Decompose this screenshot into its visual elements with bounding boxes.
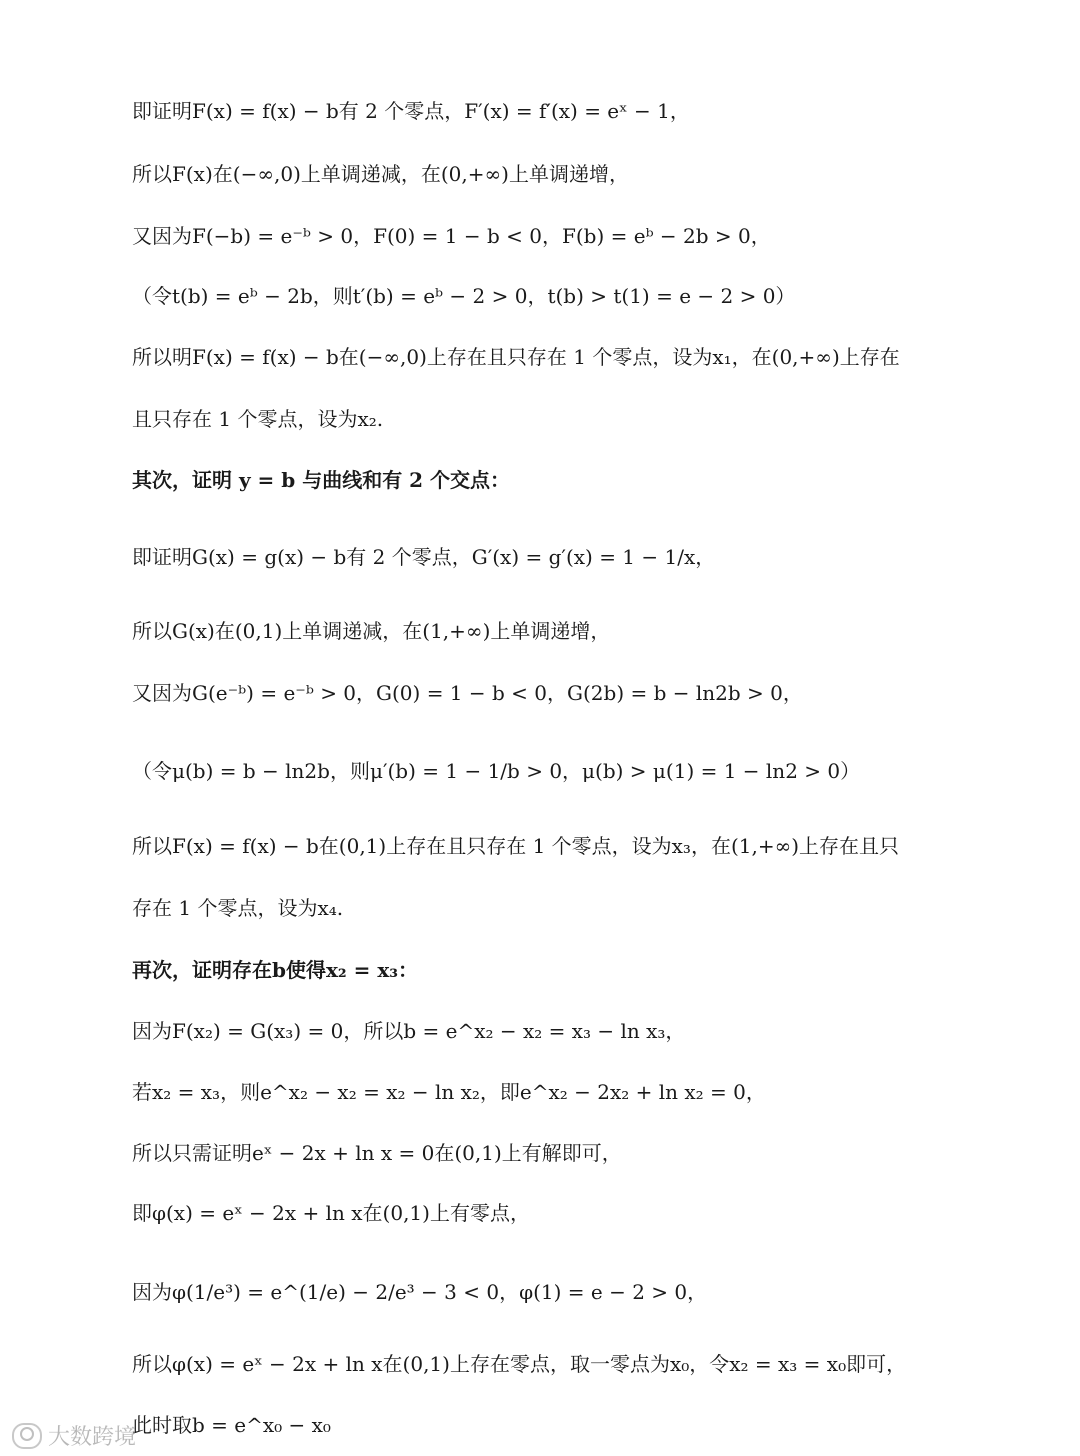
text-line-20: 所以φ(x) = eˣ − 2x + ln x在(0,1)上存在零点，取一零点为x₀，令x₂ = x₃ = x₀即可， — [132, 1352, 907, 1376]
text-line-7: 其次，证明 y = b 与曲线和有 2 个交点： — [132, 468, 511, 492]
text-line-8: 即证明G(x) = g(x) − b有 2 个零点，G′(x) = g′(x) = 1 − 1/x， — [132, 545, 716, 569]
text-line-12: 所以F(x) = f(x) − b在(0,1)上存在且只存在 1 个零点，设为x₃，在(1,+∞)上存在且只 — [132, 834, 900, 858]
text-line-9: 所以G(x)在(0,1)上单调递减，在(1,+∞)上单调递增， — [132, 619, 611, 643]
text-line-13: 存在 1 个零点，设为x₄. — [132, 896, 344, 920]
text-line-1: 即证明F(x) = f(x) − b有 2 个零点，F′(x) = f′(x) = eˣ − 1， — [132, 99, 690, 123]
watermark — [12, 1420, 136, 1451]
text-line-18: 即φ(x) = eˣ − 2x + ln x在(0,1)上有零点， — [132, 1201, 530, 1225]
text-line-2: 所以F(x)在(−∞,0)上单调递减，在(0,+∞)上单调递增， — [132, 162, 629, 186]
text-line-11: （令μ(b) = b − ln2b，则μ′(b) = 1 − 1/b > 0，μ(b) > μ(1) = 1 − ln2 > 0） — [132, 759, 861, 783]
logo-icon — [12, 1423, 42, 1449]
text-line-15: 因为F(x₂) = G(x₃) = 0，所以b = e^x₂ − x₂ = x₃ − ln x₃， — [132, 1019, 686, 1043]
text-line-16: 若x₂ = x₃，则e^x₂ − x₂ = x₂ − ln x₂，即e^x₂ − 2x₂ + ln x₂ = 0， — [132, 1080, 766, 1104]
text-line-3: 又因为F(−b) = e⁻ᵇ > 0，F(0) = 1 − b < 0，F(b) = eᵇ − 2b > 0， — [132, 224, 771, 248]
text-line-19: 因为φ(1/e³) = e^(1/e) − 2/e³ − 3 < 0，φ(1) = e − 2 > 0， — [132, 1280, 708, 1304]
text-line-14: 再次，证明存在b使得x₂ = x₃： — [132, 958, 419, 982]
text-line-6: 且只存在 1 个零点，设为x₂. — [132, 407, 384, 431]
watermark-text: 大数跨境 — [48, 1425, 137, 1450]
text-line-21: 此时取b = e^x₀ − x₀ — [132, 1413, 331, 1437]
text-line-17: 所以只需证明eˣ − 2x + ln x = 0在(0,1)上有解即可， — [132, 1141, 622, 1165]
text-line-10: 又因为G(e⁻ᵇ) = e⁻ᵇ > 0，G(0) = 1 − b < 0，G(2b) = b − ln2b > 0， — [132, 681, 803, 705]
text-line-5: 所以明F(x) = f(x) − b在(−∞,0)上存在且只存在 1 个零点，设为x₁，在(0,+∞)上存在 — [132, 345, 900, 369]
text-line-4: （令t(b) = eᵇ − 2b，则t′(b) = eᵇ − 2 > 0，t(b) > t(1) = e − 2 > 0） — [132, 284, 796, 308]
